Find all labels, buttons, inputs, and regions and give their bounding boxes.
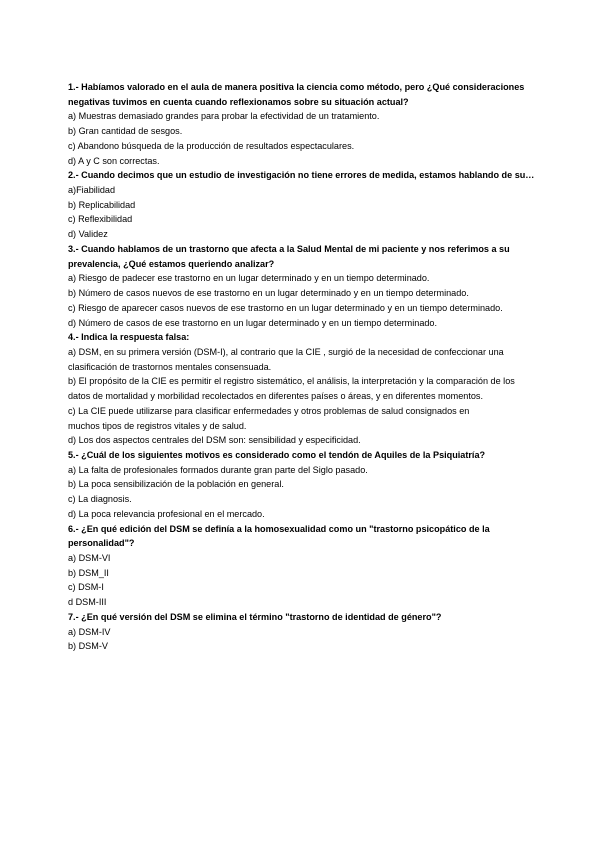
answer-option: a)Fiabilidad — [68, 185, 116, 196]
answer-option: c) La CIE puede utilizarse para clasificar enfermedades y otros problemas de salud consignados en — [68, 405, 470, 416]
question-text: 4.- Indica la respuesta falsa: — [68, 332, 190, 343]
answer-option: a) La falta de profesionales formados durante gran parte del Siglo pasado. — [68, 464, 368, 475]
answer-option: c) La diagnosis. — [68, 494, 132, 505]
answer-option: d) Los dos aspectos centrales del DSM son: sensibilidad y especificidad. — [68, 435, 361, 446]
question-text: 7.- ¿En qué versión del DSM se elimina el término "trastorno de identidad de género"? — [68, 611, 442, 622]
answer-option: d DSM-III — [68, 597, 107, 608]
answer-option: b) Gran cantidad de sesgos. — [68, 126, 183, 137]
question-text: 2.- Cuando decimos que un estudio de investigación no tiene errores de medida, estamos hablando de su… — [68, 170, 535, 181]
answer-option: b) Replicabilidad — [68, 199, 136, 210]
answer-option: b) DSM-V — [68, 641, 108, 652]
answer-option: b) El propósito de la CIE es permitir el registro sistemático, el análisis, la interpretación y la comparación de los datos de mortalidad y morbilidad recolectados en diferentes países o áreas, y en diferentes momentos. — [68, 376, 515, 402]
question-block — [68, 242, 538, 330]
answer-option: d) La poca relevancia profesional en el mercado. — [68, 508, 265, 519]
answer-option: a) DSM-IV — [68, 626, 111, 637]
answer-option: muchos tipos de registros vitales y de salud. — [68, 420, 247, 431]
answer-option: d) Validez — [68, 229, 108, 240]
answer-option: c) DSM-I — [68, 582, 104, 593]
answer-option: a) Riesgo de padecer ese trastorno en un lugar determinado y en un tiempo determinado. — [68, 273, 430, 284]
answer-option: a) Muestras demasiado grandes para probar la efectividad de un tratamiento. — [68, 111, 380, 122]
answer-option: c) Riesgo de aparecer casos nuevos de ese trastorno en un lugar determinado y en un tiempo determinado. — [68, 302, 503, 313]
answer-option: c) Abandono búsqueda de la producción de resultados espectaculares. — [68, 140, 355, 151]
answer-option: c) Reflexibilidad — [68, 214, 133, 225]
answer-option: b) DSM_II — [68, 567, 109, 578]
question-text: 1.- Habíamos valorado en el aula de manera positiva la ciencia como método, pero ¿Qué consideraciones negativas tuvimos en cuenta cuando reflexionamos sobre su situación actual? — [68, 82, 525, 107]
answer-option: b) La poca sensibilización de la población en general. — [68, 479, 284, 490]
question-block — [68, 330, 538, 448]
question-block — [68, 168, 538, 242]
answer-option: d) Número de casos de ese trastorno en un lugar determinado y en un tiempo determinado. — [68, 317, 438, 328]
question-block — [68, 610, 538, 654]
question-text: 6.- ¿En qué edición del DSM se definía a la homosexualidad como un "trastorno psicopático de la personalidad"? — [68, 523, 490, 549]
question-block — [68, 522, 538, 610]
answer-option: a) DSM-VI — [68, 553, 111, 563]
exam-questions-list — [68, 80, 538, 654]
question-text: 3.- Cuando hablamos de un trastorno que afecta a la Salud Mental de mi paciente y nos referimos a su prevalencia, ¿Qué estamos queriendo analizar? — [68, 243, 510, 269]
question-block — [68, 448, 538, 522]
question-block — [68, 80, 538, 168]
answer-option: d) A y C son correctas. — [68, 155, 160, 166]
question-text: 5.- ¿Cuál de los siguientes motivos es considerado como el tendón de Aquiles de la Psiquiatría? — [68, 449, 486, 460]
answer-option: b) Número de casos nuevos de ese trastorno en un lugar determinado y en un tiempo determinado. — [68, 288, 469, 299]
answer-option: a) DSM, en su primera versión (DSM-I), al contrario que la CIE , surgió de la necesidad de confeccionar una clasificación de trastornos mentales consensuada. — [68, 346, 504, 372]
